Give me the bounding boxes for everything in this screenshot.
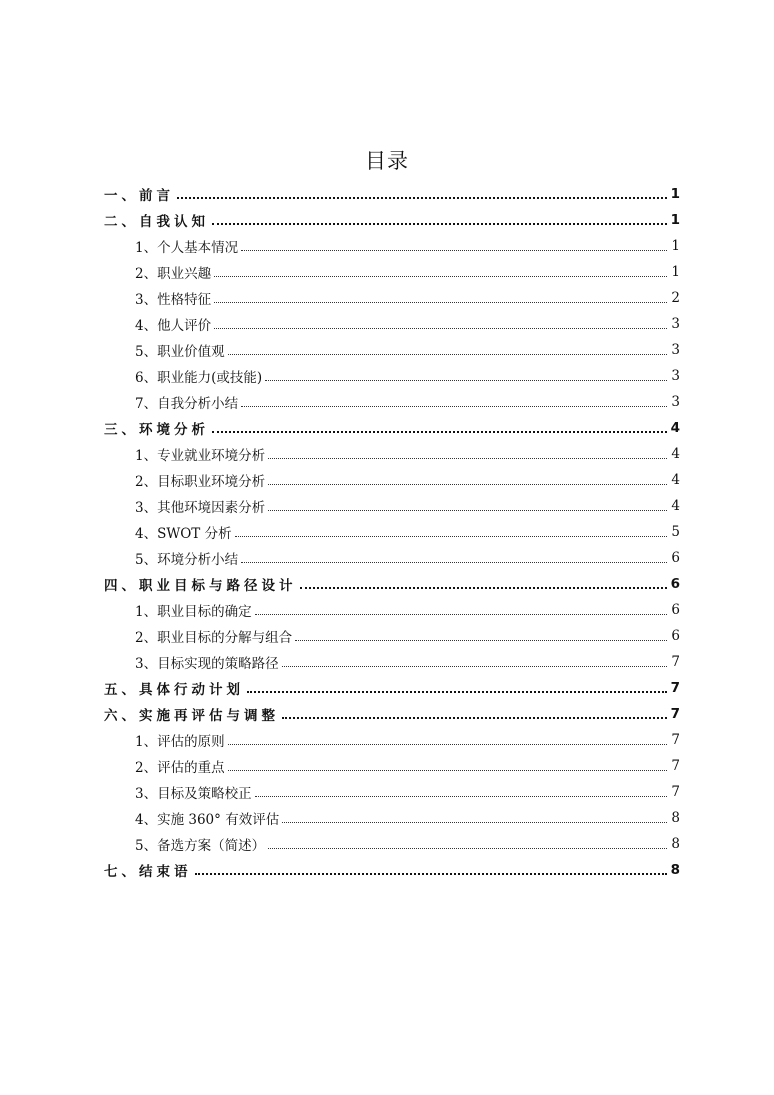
dot-leader [195,873,668,875]
dot-leader [282,666,667,667]
dot-leader [177,197,667,199]
toc-subsection-entry[interactable] [104,831,680,857]
toc-page-number: 8 [671,810,680,826]
dot-leader [241,562,667,563]
toc-section-entry[interactable] [104,675,680,701]
dot-leader [228,744,667,745]
toc-page-number: 3 [671,368,680,384]
toc-subsection-entry[interactable] [104,597,680,623]
toc-page-number: 7 [670,680,680,696]
toc-entry-label: 2、评估的重点 [135,760,225,776]
dot-leader [228,770,667,771]
toc-entry-label: 3、其他环境因素分析 [135,500,266,516]
dot-leader [214,302,667,303]
toc-page-number: 6 [671,628,680,644]
toc-page-number: 6 [671,550,680,566]
toc-subsection-entry[interactable] [104,727,680,753]
toc-page-number: 1 [671,238,680,254]
dot-leader [282,822,667,823]
toc-entry-label: 1、评估的原则 [135,734,225,750]
toc-section-entry[interactable] [104,571,680,597]
toc-subsection-entry[interactable] [104,285,680,311]
toc-page-number: 3 [671,316,680,332]
toc-page-number: 4 [671,498,680,514]
toc-page-number: 4 [671,472,680,488]
toc-page-number: 7 [671,758,680,774]
toc-entry-label: 5、备选方案（简述） [135,838,266,854]
toc-entry-label: 3、目标实现的策略路径 [135,656,279,672]
toc-subsection-entry[interactable] [104,233,680,259]
toc-entry-label: 4、SWOT 分析 [135,526,232,542]
toc-entry-label: 1、专业就业环境分析 [135,448,266,464]
toc-entry-label: 5、环境分析小结 [135,552,239,568]
toc-entry-label: 二、自我认知 [104,214,209,230]
toc-page-number: 3 [671,394,680,410]
toc-section-entry[interactable] [104,857,680,883]
toc-entry-label: 七、结束语 [104,864,192,880]
toc-section-entry[interactable] [104,207,680,233]
dot-leader [214,276,667,277]
toc-page-number: 1 [670,212,680,228]
dot-leader [212,223,667,225]
dot-leader [268,458,667,459]
toc-page-number: 6 [670,576,680,592]
toc-subsection-entry[interactable] [104,545,680,571]
dot-leader [295,640,667,641]
toc-subsection-entry[interactable] [104,363,680,389]
toc-subsection-entry[interactable] [104,311,680,337]
toc-subsection-entry[interactable] [104,337,680,363]
toc-page-number: 4 [670,420,680,436]
toc-subsection-entry[interactable] [104,779,680,805]
toc-subsection-entry[interactable] [104,753,680,779]
toc-section-entry[interactable] [104,701,680,727]
toc-subsection-entry[interactable] [104,519,680,545]
toc-subsection-entry[interactable] [104,623,680,649]
dot-leader [282,717,667,719]
toc-subsection-entry[interactable] [104,259,680,285]
toc-title: 目录 [365,149,409,173]
toc-entry-label: 2、职业目标的分解与组合 [135,630,293,646]
dot-leader [241,250,667,251]
toc-entry-label: 三、环境分析 [104,422,209,438]
toc-page-number: 7 [670,706,680,722]
toc-entry-label: 四、职业目标与路径设计 [104,578,297,594]
toc-entry-label: 5、职业价值观 [135,344,225,360]
dot-leader [268,484,667,485]
toc-entry-label: 3、目标及策略校正 [135,786,252,802]
dot-leader [265,380,667,381]
toc-page-number: 1 [671,264,680,280]
dot-leader [247,691,667,693]
toc-entry-label: 3、性格特征 [135,292,212,308]
toc-entry-label: 4、实施 360° 有效评估 [135,812,280,828]
toc-page-number: 8 [671,836,680,852]
toc-subsection-entry[interactable] [104,805,680,831]
toc-entry-label: 6、职业能力(或技能) [135,370,263,386]
toc-subsection-entry[interactable] [104,493,680,519]
toc-entry-label: 2、目标职业环境分析 [135,474,266,490]
dot-leader [255,614,667,615]
toc-subsection-entry[interactable] [104,389,680,415]
toc-section-entry[interactable] [104,415,680,441]
toc-page-number: 4 [671,446,680,462]
toc-subsection-entry[interactable] [104,467,680,493]
toc-entry-label: 2、职业兴趣 [135,266,212,282]
dot-leader [255,796,667,797]
toc-page-number: 7 [671,654,680,670]
dot-leader [268,848,667,849]
toc-page-number: 3 [671,342,680,358]
toc-list [104,181,680,883]
toc-entry-label: 五、具体行动计划 [104,682,244,698]
dot-leader [268,510,667,511]
toc-page-number: 7 [671,732,680,748]
toc-entry-label: 7、自我分析小结 [135,396,239,412]
toc-page-number: 8 [670,862,680,878]
toc-page-number: 2 [671,290,680,306]
toc-page-number: 7 [671,784,680,800]
toc-page-number: 6 [671,602,680,618]
dot-leader [214,328,667,329]
toc-entry-label: 1、职业目标的确定 [135,604,252,620]
dot-leader [212,431,667,433]
toc-entry-label: 1、个人基本情况 [135,240,239,256]
toc-page-number: 1 [670,186,680,202]
dot-leader [235,536,667,537]
toc-entry-label: 一、前言 [104,188,174,204]
toc-entry-label: 六、实施再评估与调整 [104,708,279,724]
dot-leader [300,587,668,589]
toc-entry-label: 4、他人评价 [135,318,212,334]
dot-leader [228,354,667,355]
toc-subsection-entry[interactable] [104,649,680,675]
toc-page-number: 5 [671,524,680,540]
toc-section-entry[interactable] [104,181,680,207]
dot-leader [241,406,667,407]
toc-subsection-entry[interactable] [104,441,680,467]
